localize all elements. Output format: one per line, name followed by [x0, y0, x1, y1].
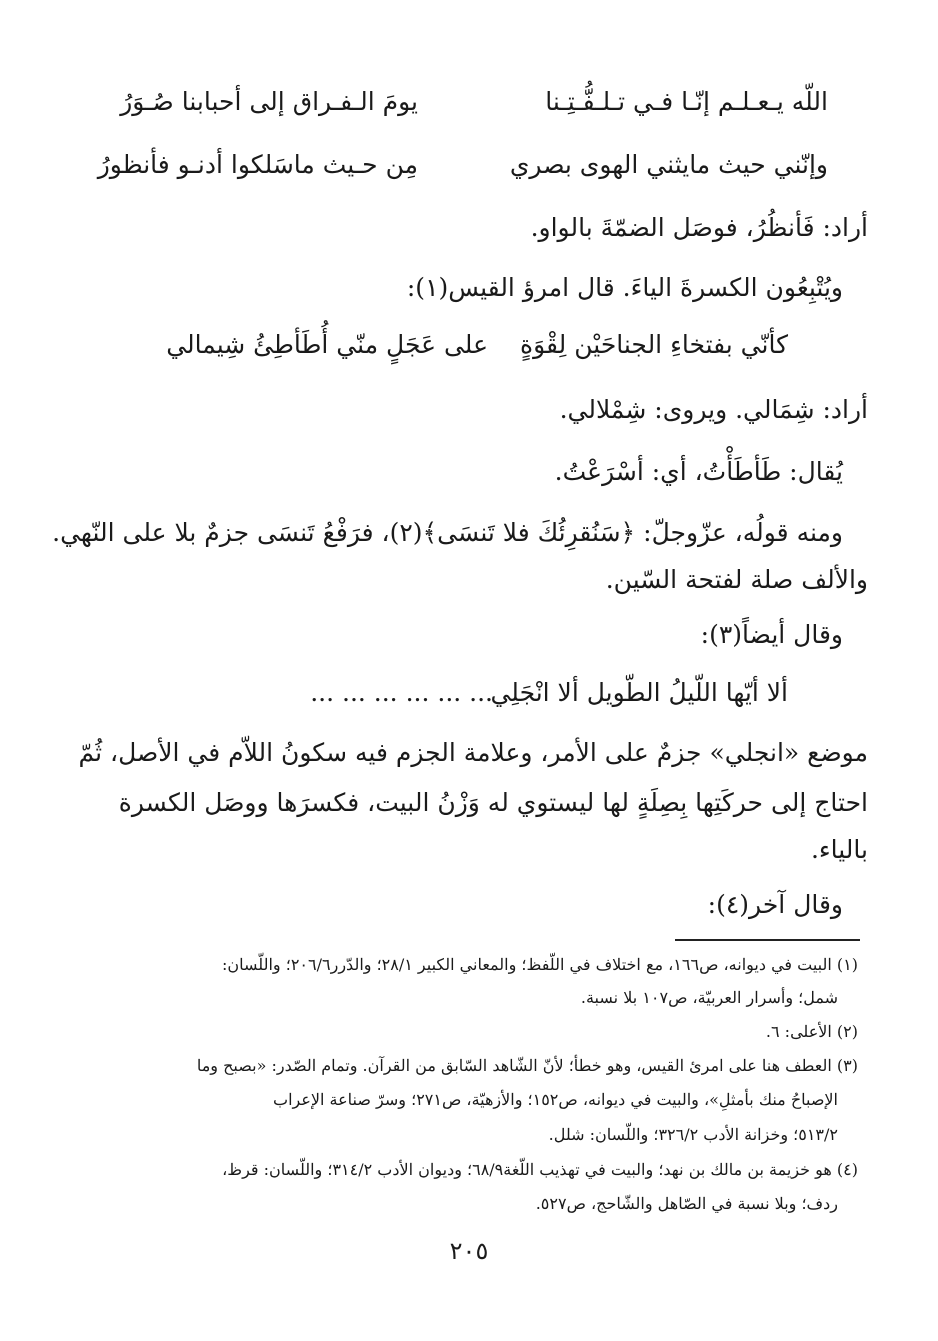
paragraph-7-line-2: احتاج إلى حركَتِها بِصِلَةٍ لها ليستوي له وَزْنُ البيت، فكسرَها ووصَل الكسرة	[118, 788, 868, 817]
verse-1-second-hemistich: يومَ الـفـراق إلى أحبابنا صُـوَرُ	[120, 87, 418, 116]
verse-3-second-hemistich: على عَجَلٍ منّي أُطَأطِئُ شِيمالي	[166, 330, 488, 359]
footnote-3-line-2: الإصباحُ منك بأمثلِ»، والبيت في ديوانه، ص١٥٢؛ والأزهيّة، ص٢٧١؛ وسرّ صناعة الإعراب	[273, 1090, 838, 1109]
paragraph-1: أراد: فَأنظُرُ، فوصَل الضمّةَ بالواو.	[530, 213, 868, 242]
paragraph-2: ويُتْبِعُون الكسرةَ الياءَ. قال امرؤ القيس(١):	[406, 273, 843, 302]
verse-2-second-hemistich: مِن حـيث ماسَلكوا أدنـو فأنظورُ	[97, 150, 418, 179]
verse-2-first-hemistich: وإنّني حيث مايثني الهوى بصري	[509, 150, 828, 179]
paragraph-6: وقال أيضاً(٣):	[700, 620, 843, 649]
page-number: ٢٠٥	[449, 1237, 489, 1265]
verse-4-second-hemistich: ... ... ... ... ... ...	[310, 678, 493, 707]
footnote-3-line-1: (٣) العطف هنا على امرئ القيس، وهو خطأ؛ لأنّ الشّاهد السّابق من القرآن. وتمام الصّدر: «بصبح وما	[196, 1056, 858, 1075]
footnote-3-line-3: ٥١٣/٢؛ وخزانة الأدب ٣٢٦/٢؛ واللّسان: شلل.	[548, 1125, 838, 1144]
footnote-4-line-1: (٤) هو خزيمة بن مالك بن نهد؛ والبيت في تهذيب اللّغة٦٨/٩؛ وديوان الأدب ٣١٤/٢؛ واللّسان: قرظ،	[222, 1160, 858, 1179]
verse-4-first-hemistich: ألا أيّها اللّيلُ الطّويل ألا انْجَلِي	[490, 678, 788, 707]
paragraph-7-line-3: بالياء.	[810, 835, 868, 864]
verse-1-first-hemistich: اللّه يـعـلـم إنّـا فـي تـلـفُّـتِـنا	[545, 87, 828, 116]
footnote-1-line-1: (١) البيت في ديوانه، ص١٦٦، مع اختلاف في اللّفظ؛ والمعاني الكبير ٢٨/١؛ والدّرر٢٠٦/٦؛ واللّسان:	[222, 955, 858, 974]
footnote-separator	[675, 939, 860, 941]
paragraph-4: يُقال: طَأطَأْتُ، أي: أسْرَعْتُ.	[554, 457, 843, 486]
paragraph-3: أراد: شِمَالي. ويروى: شِمْلالي.	[559, 395, 868, 424]
footnote-1-line-2: شمل؛ وأسرار العربيّة، ص١٠٧ بلا نسبة.	[580, 988, 838, 1007]
paragraph-5-line-1: ومنه قولُه، عزّوجلّ: ﴿سَنُقرِئُكَ فلا تَنسَى﴾(٢)، فرَفْعُ تَنسَى جزمٌ بلا على النّهي.	[52, 518, 843, 547]
footnote-2: (٢) الأعلى: ٦.	[765, 1022, 858, 1041]
paragraph-7-line-1: موضع «انجلي» جزمٌ على الأمر، وعلامة الجزم فيه سكونُ اللاّم في الأصل، ثُمّ	[78, 738, 868, 767]
verse-3-first-hemistich: كأنّي بفتخاءِ الجناحَيْن لِقْوَةٍ	[520, 330, 788, 359]
footnote-4-line-2: ردف؛ وبلا نسبة في الصّاهل والشّاحج، ص٥٢٧.	[535, 1194, 838, 1213]
paragraph-8: وقال آخر(٤):	[707, 890, 843, 919]
paragraph-5-line-2: والألف صلة لفتحة السّين.	[605, 565, 868, 594]
